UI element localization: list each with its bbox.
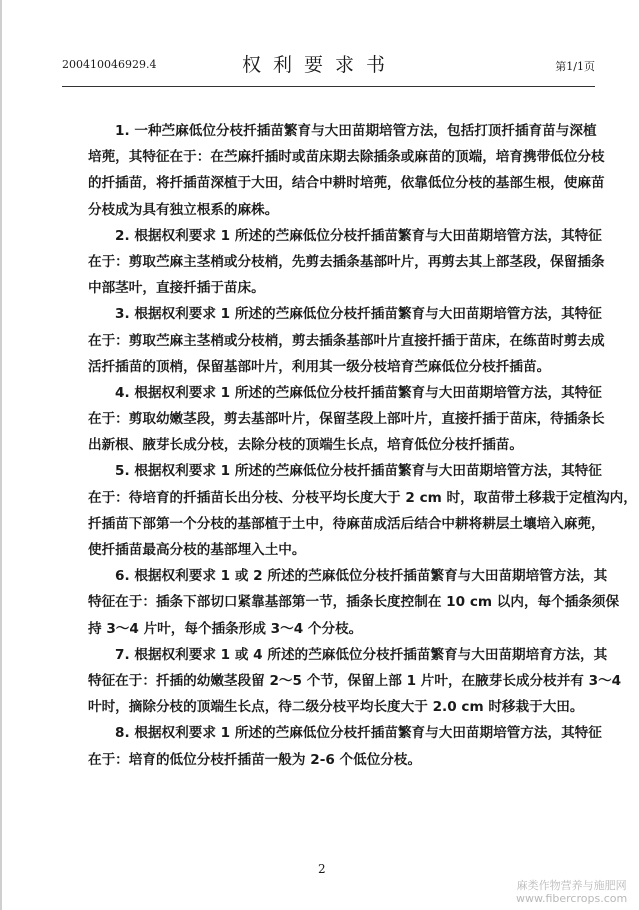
claim-line: 使扦插苗最高分枝的基部埋入土中。: [88, 542, 306, 558]
claim-paragraph: [88, 458, 637, 563]
header-rule: [62, 86, 595, 87]
claims-body: [88, 118, 637, 773]
watermark-name: 麻类作物营养与施肥网: [516, 879, 627, 892]
claim-line: 叶时，摘除分枝的顶端生长点，待二级分枝平均长度大于 2.0 cm 时移栽于大田。: [88, 699, 584, 716]
page-left-edge: [0, 0, 2, 910]
claim-paragraph: [88, 301, 605, 380]
claim-line: 扦插苗下部第一个分枝的基部植于土中，待麻苗成活后结合中耕将耕层土壤培入麻蔸，: [88, 515, 605, 532]
claim-paragraph: [88, 118, 605, 223]
claim-line: 在于：剪取幼嫩茎段，剪去基部叶片，保留茎段上部叶片，直接扦插于苗床，待插条长: [88, 411, 605, 428]
claim-line: 出新根、腋芽长成分枝，去除分枝的顶端生长点，培育低位分枝扦插苗。: [88, 437, 523, 454]
claim-paragraph: [88, 720, 602, 772]
application-number: 200410046929.4: [62, 58, 157, 71]
claim-line: 特征在于：扦插的幼嫩茎段留 2～5 个节，保留上部 1 片叶，在腋芽长成分枝并有 3～4: [88, 672, 622, 689]
claim-line: 中部茎叶，直接扦插于苗床。: [88, 280, 265, 297]
claim-line: 4. 根据权利要求 1 所述的苎麻低位分枝扦插苗繁育与大田苗期培管方法，其特征: [115, 384, 602, 401]
claim-line: 在于：培育的低位分枝扦插苗一般为 2-6 个低位分枝。: [88, 751, 422, 768]
claim-line: 活扦插苗的顶梢，保留基部叶片，利用其一级分枝培育苎麻低位分枝扦插苗。: [88, 358, 551, 375]
claim-line: 的扦插苗，将扦插苗深植于大田，结合中耕时培蔸，依靠低位分枝的基部生根，使麻苗: [88, 175, 605, 192]
claim-line: 6. 根据权利要求 1 或 2 所述的苎麻低位分枝扦插苗繁育与大田苗期培管方法，其: [115, 568, 608, 585]
claim-line: 1. 一种苎麻低位分枝扦插苗繁育与大田苗期培管方法，包括打顶扦插育苗与深植: [115, 123, 597, 139]
claim-line: 7. 根据权利要求 1 或 4 所述的苎麻低位分枝扦插苗繁育与大田苗期培育方法，其: [115, 646, 608, 663]
claim-line: 培蔸，其特征在于：在苎麻扦插时或苗床期去除插条或麻苗的顶端，培育携带低位分枝: [88, 149, 605, 166]
claim-line: 5. 根据权利要求 1 所述的苎麻低位分枝扦插苗繁育与大田苗期培管方法，其特征: [115, 463, 602, 480]
claim-line: 持 3～4 片叶，每个插条形成 3～4 个分枝。: [88, 620, 363, 637]
claim-paragraph: [88, 563, 620, 642]
claim-line: 8. 根据权利要求 1 所述的苎麻低位分枝扦插苗繁育与大田苗期培管方法，其特征: [115, 725, 602, 742]
claim-paragraph: [88, 642, 622, 721]
claim-line: 分枝成为具有独立根系的麻株。: [88, 201, 279, 218]
claim-line: 在于：待培育的扦插苗长出分枝、分枝平均长度大于 2 cm 时，取苗带土移栽于定植沟内，: [88, 489, 637, 506]
watermark: [516, 879, 627, 905]
document-title: 权利要求书: [241, 54, 397, 76]
watermark-url: www.fibercrops.com: [516, 892, 628, 905]
page-indicator: 第1/1页: [555, 60, 595, 73]
claim-line: 在于：剪取苎麻主茎梢或分枝梢，先剪去插条基部叶片，再剪去其上部茎段，保留插条: [88, 253, 605, 270]
claim-line: 3. 根据权利要求 1 所述的苎麻低位分枝扦插苗繁育与大田苗期培管方法，其特征: [115, 306, 602, 323]
claim-line: 特征在于：插条下部切口紧靠基部第一节，插条长度控制在 10 cm 以内，每个插条须保: [88, 594, 620, 611]
page-number: 2: [318, 862, 326, 876]
claim-paragraph: [88, 223, 605, 302]
claim-line: 2. 根据权利要求 1 所述的苎麻低位分枝扦插苗繁育与大田苗期培管方法，其特征: [115, 227, 602, 244]
claim-line: 在于：剪取苎麻主茎梢或分枝梢，剪去插条基部叶片直接扦插于苗床，在练苗时剪去成: [88, 332, 605, 349]
claim-paragraph: [88, 380, 605, 459]
